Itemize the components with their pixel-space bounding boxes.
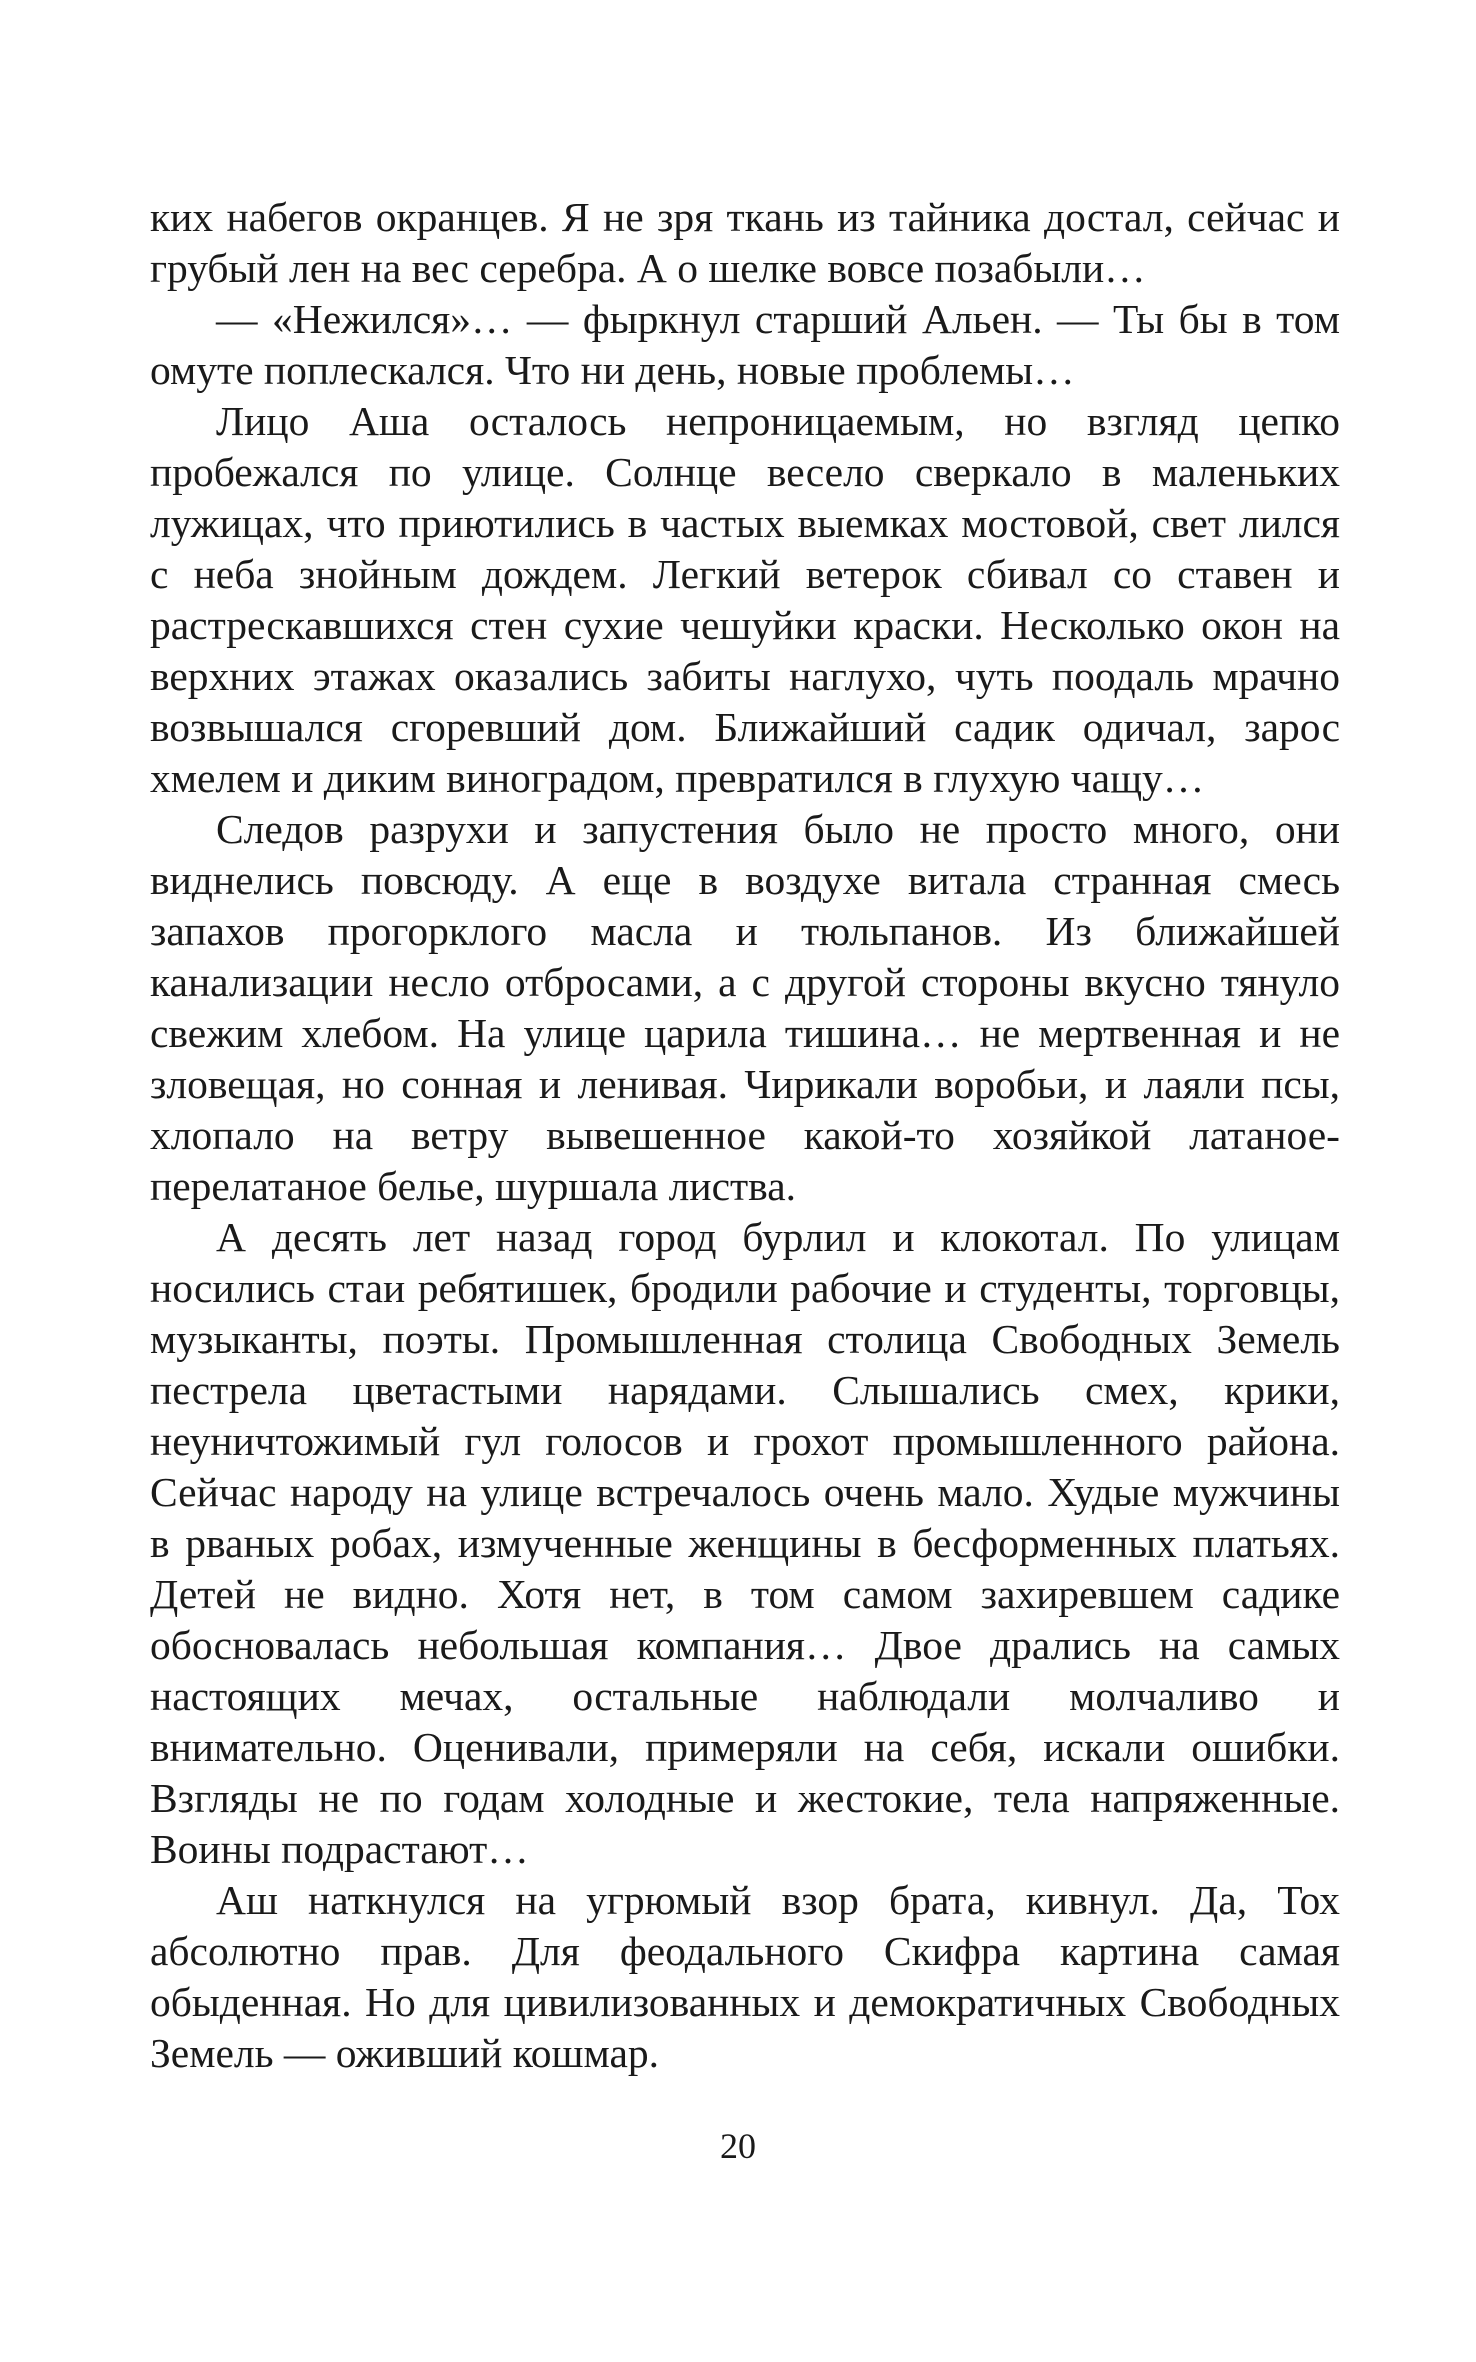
page-body xyxy=(150,192,1340,2079)
paragraph-nightmare: Аш наткнулся на угрюмый взор брата, кивнул. Да, Тох абсолютно прав. Для феодального Скифра картина самая обыденная. Но для цивилизованных и демократичных Свободных Земель — оживший кошмар. xyxy=(150,1877,1340,2076)
paragraph-dialogue: — «Нежился»… — фыркнул старший Альен. — Ты бы в том омуте поплескался. Что ни день, новые проблемы… xyxy=(150,296,1340,393)
paragraph-ruin-traces: Следов разрухи и запустения было не просто много, они виднелись повсюду. А еще в воздухе витала странная смесь запахов прогорклого масла и тюльпанов. Из ближайшей канализации несло отбросами, а с другой стороны вкусно тянуло свежим хлебом. На улице царила тишина… не мертвенная и не зловещая, но сонная и ленивая. Чирикали воробьи, и лаяли псы, хлопало на ветру вывешенное какой-то хозяйкой латаное-перелатаное белье, шуршала листва. xyxy=(150,806,1340,1209)
paragraph-street-description: Лицо Аша осталось непроницаемым, но взгляд цепко пробежался по улице. Солнце весело сверкало в маленьких лужицах, что приютились в частых выемках мостовой, свет лился с неба знойным дождем. Легкий ветерок сбивал со ставен и растрескавшихся стен сухие чешуйки краски. Несколько окон на верхних этажах оказались забиты наглухо, чуть поодаль мрачно возвышался сгоревший дом. Ближайший садик одичал, зарос хмелем и диким виноградом, превратился в глухую чащу… xyxy=(150,398,1340,801)
paragraph-continued: ких набегов окранцев. Я не зря ткань из тайника достал, сейчас и грубый лен на вес серебра. А о шелке вовсе позабыли… xyxy=(150,194,1340,291)
paragraph-ten-years-ago: А десять лет назад город бурлил и клокотал. По улицам носились стаи ребятишек, бродили рабочие и студенты, торговцы, музыканты, поэты. Промышленная столица Свободных Земель пестрела цветастыми нарядами. Слышались смех, крики, неуничтожимый гул голосов и грохот промышленного района. Сейчас народу на улице встречалось очень мало. Худые мужчины в рваных робах, измученные женщины в бесформенных платьях. Детей не видно. Хотя нет, в том самом захиревшем садике обосновалась небольшая компания… Двое дрались на самых настоящих мечах, остальные наблюдали молчаливо и внимательно. Оценивали, примеряли на себя, искали ошибки. Взгляды не по годам холодные и жестокие, тела напряженные. Воины подрастают… xyxy=(150,1214,1340,1872)
page-number: 20 xyxy=(720,2126,756,2166)
